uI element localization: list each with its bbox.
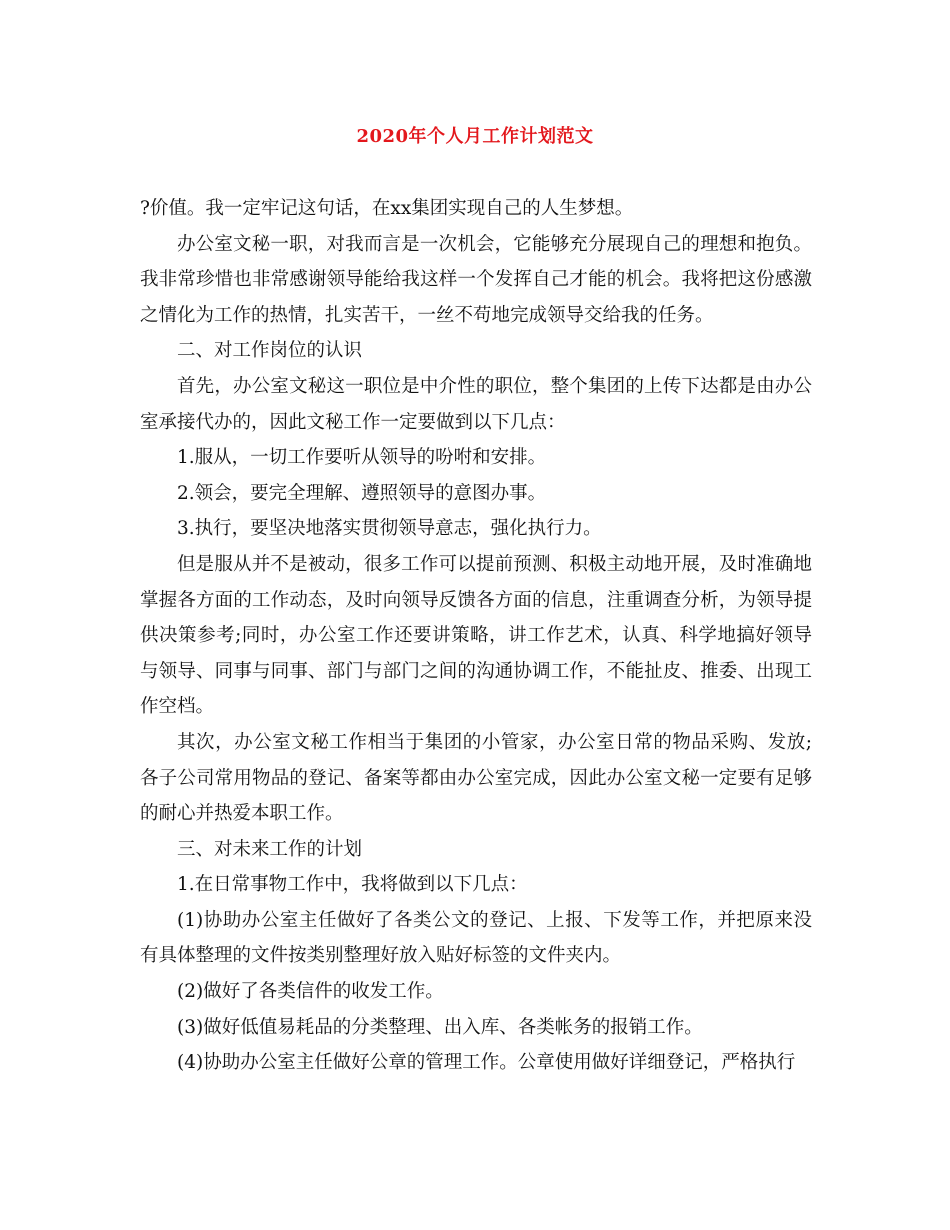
paragraph-4: 但是服从并不是被动，很多工作可以提前预测、积极主动地开展，及时准确地掌握各方面的工作动态，及时向领导反馈各方面的信息，注重调查分析，为领导提供决策参考;同时，办公室工作还要讲策略，讲工作艺术，认真、科学地搞好领导与领导、同事与同事、部门与部门之间的沟通协调工作，不能扯皮、推委、出现工作空档。 [140, 553, 812, 718]
paragraph-1: ?价值。我一定牢记这句话，在xx集团实现自己的人生梦想。 [140, 198, 634, 219]
list-item-daily: 1.在日常事物工作中，我将做到以下几点： [177, 874, 528, 896]
sub-item-4: (4)协助办公室主任做好公章的管理工作。公章使用做好详细登记，严格执行 [177, 1052, 796, 1074]
paragraph-2: 办公室文秘一职，对我而言是一次机会，它能够充分展现自己的理想和抱负。我非常珍惜也非常感谢领导能给我这样一个发挥自己才能的机会。我将把这份感激之情化为工作的热情，扎实苦干，一丝不苟地完成领导交给我的任务。 [140, 233, 812, 326]
section-heading-2: 二、对工作岗位的认识 [177, 340, 363, 362]
sub-item-1: (1)协助办公室主任做好了各类公文的登记、上报、下发等工作，并把原来没有具体整理的文件按类别整理好放入贴好标签的文件夹内。 [140, 909, 812, 967]
list-item-3: 3.执行，要坚决地落实贯彻领导意志，强化执行力。 [177, 518, 602, 540]
sub-item-3: (3)做好低值易耗品的分类整理、出入库、各类帐务的报销工作。 [177, 1016, 703, 1038]
list-item-1: 1.服从，一切工作要听从领导的吩咐和安排。 [177, 447, 547, 469]
paragraph-5: 其次，办公室文秘工作相当于集团的小管家，办公室日常的物品采购、发放;各子公司常用物品的登记、备案等都由办公室完成，因此办公室文秘一定要有足够的耐心并热爱本职工作。 [140, 731, 812, 825]
document-title: 2020年个人月工作计划范文 [356, 126, 594, 147]
paragraph-3: 首先，办公室文秘这一职位是中介性的职位，整个集团的上传下达都是由办公室承接代办的，因此文秘工作一定要做到以下几点： [140, 375, 812, 433]
section-heading-3: 三、对未来工作的计划 [177, 838, 363, 860]
document-body [140, 191, 812, 1081]
list-item-2: 2.领会，要完全理解、遵照领导的意图办事。 [177, 482, 547, 504]
sub-item-2: (2)做好了各类信件的收发工作。 [177, 981, 444, 1003]
